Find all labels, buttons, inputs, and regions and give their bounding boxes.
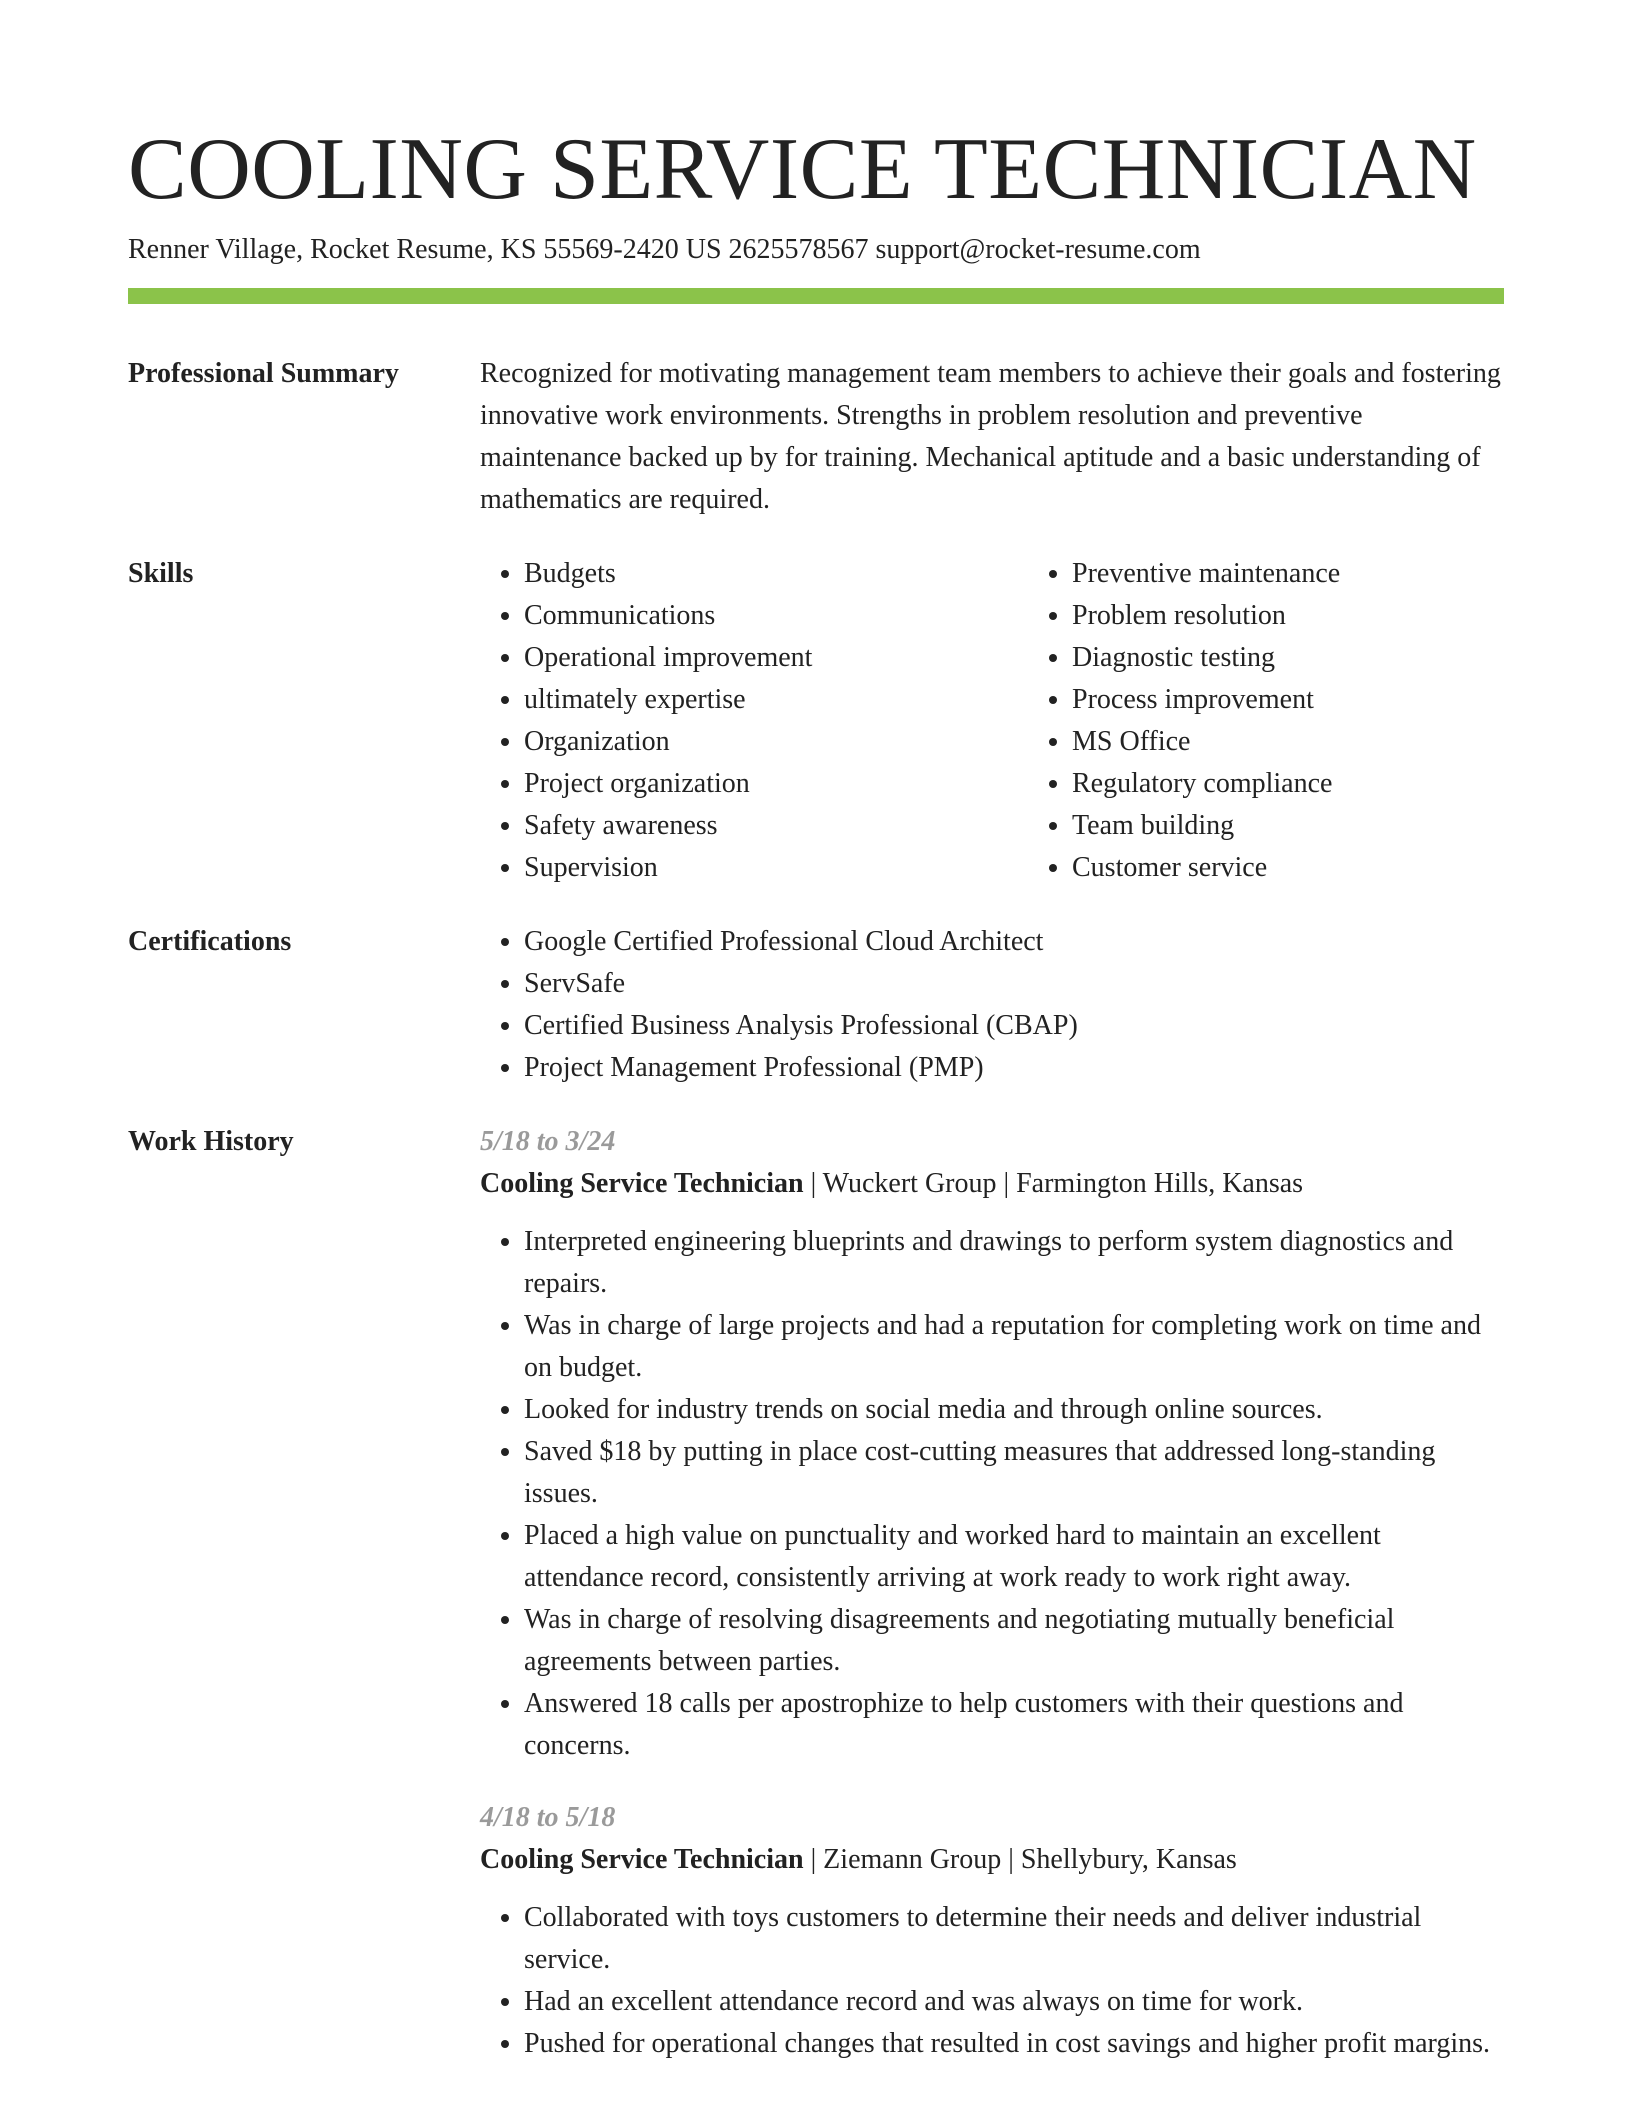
summary-text: Recognized for motivating management team members to achieve their goals and fostering innovative work environments. Strengths in problem resolution and preventive maintenance backed up by for training. Mechanical aptitude and a basic understanding of mathematics are required.	[480, 358, 1501, 515]
certification-item: • ServSafe	[524, 963, 1504, 1005]
accent-divider	[128, 288, 1504, 304]
skill-item: • Organization	[524, 721, 1028, 763]
summary-heading: Professional Summary	[128, 358, 399, 389]
skill-item: • Budgets	[524, 553, 1028, 595]
summary-section	[128, 353, 1504, 521]
certification-item: • Google Certified Professional Cloud Architect	[524, 921, 1504, 963]
skills-list	[480, 553, 1576, 889]
resume-name: COOLING SERVICE TECHNICIAN	[128, 121, 1477, 218]
job-bullet: • Looked for industry trends on social media and through online sources.	[524, 1389, 1504, 1431]
skill-item: • Supervision	[524, 847, 1028, 889]
job-entry	[480, 1121, 1504, 1767]
job-bullet: • Interpreted engineering blueprints and drawings to perform system diagnostics and repairs.	[524, 1221, 1504, 1305]
job-details: | Wuckert Group | Farmington Hills, Kansas	[803, 1168, 1304, 1199]
skill-item: • Process improvement	[1072, 679, 1576, 721]
job-bullet: • Pushed for operational changes that resulted in cost savings and higher profit margins.	[524, 2023, 1504, 2065]
work-history-heading: Work History	[128, 1126, 294, 1157]
skill-item: • Communications	[524, 595, 1028, 637]
job-title: Cooling Service Technician	[480, 1844, 804, 1875]
skill-item: • MS Office	[1072, 721, 1576, 763]
job-bullet: • Collaborated with toys customers to determine their needs and deliver industrial service.	[524, 1897, 1504, 1981]
job-bullet: • Saved $18 by putting in place cost-cutting measures that addressed long-standing issues.	[524, 1431, 1504, 1515]
skill-item: • Project organization	[524, 763, 1028, 805]
skill-item: • Operational improvement	[524, 637, 1028, 679]
skill-item: • Customer service	[1072, 847, 1576, 889]
certifications-section	[128, 921, 1504, 1089]
job-title-line	[480, 1163, 1504, 1205]
certification-item: • Certified Business Analysis Professional (CBAP)	[524, 1005, 1504, 1047]
job-bullet: • Was in charge of resolving disagreements and negotiating mutually beneficial agreements between parties.	[524, 1599, 1504, 1683]
skills-section	[128, 553, 1504, 889]
skill-item: • Problem resolution	[1072, 595, 1576, 637]
job-bullets	[480, 1897, 1504, 2065]
certifications-list	[480, 921, 1504, 1089]
skill-item: • Safety awareness	[524, 805, 1028, 847]
job-dates: 4/18 to 5/18	[480, 1802, 616, 1833]
job-bullet: • Was in charge of large projects and had a reputation for completing work on time and on budget.	[524, 1305, 1504, 1389]
job-entry	[480, 1797, 1504, 2065]
resume-page	[128, 0, 1504, 2065]
job-bullet: • Placed a high value on punctuality and worked hard to maintain an excellent attendance record, consistently arriving at work ready to work right away.	[524, 1515, 1504, 1599]
job-details: | Ziemann Group | Shellybury, Kansas	[803, 1844, 1237, 1875]
job-dates: 5/18 to 3/24	[480, 1126, 616, 1157]
skill-item: • Diagnostic testing	[1072, 637, 1576, 679]
skill-item: • Team building	[1072, 805, 1576, 847]
skills-column-2	[1028, 553, 1576, 889]
certification-item: • Project Management Professional (PMP)	[524, 1047, 1504, 1089]
job-bullets	[480, 1221, 1504, 1767]
skill-item: • Regulatory compliance	[1072, 763, 1576, 805]
work-history-body	[480, 1121, 1504, 2065]
work-history-section	[128, 1121, 1504, 2065]
job-bullet: • Had an excellent attendance record and was always on time for work.	[524, 1981, 1504, 2023]
job-title-line	[480, 1839, 1504, 1881]
certifications-heading: Certifications	[128, 926, 292, 957]
job-title: Cooling Service Technician	[480, 1168, 804, 1199]
skill-item: • Preventive maintenance	[1072, 553, 1576, 595]
skills-column-1	[480, 553, 1028, 889]
skill-item: • ultimately expertise	[524, 679, 1028, 721]
skills-heading: Skills	[128, 558, 194, 589]
contact-line: Renner Village, Rocket Resume, KS 55569-2420 US 2625578567 support@rocket-resume.com	[128, 234, 1201, 265]
job-bullet: • Answered 18 calls per apostrophize to help customers with their questions and concerns.	[524, 1683, 1504, 1767]
certifications-body	[480, 921, 1504, 1089]
